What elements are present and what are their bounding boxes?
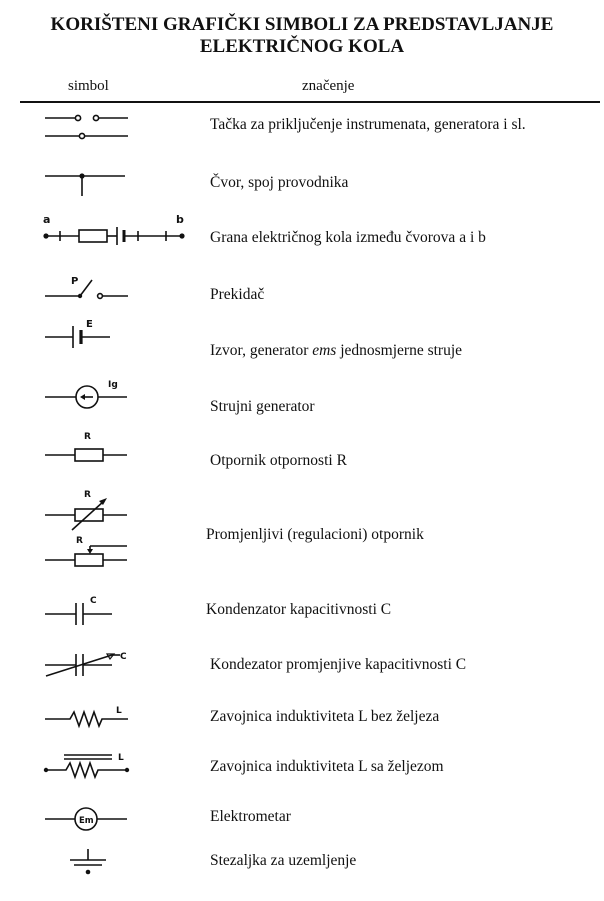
resistor-label: R xyxy=(84,490,91,500)
symbol-row xyxy=(0,698,604,744)
symbol-meaning: Stezaljka za uzemljenje xyxy=(210,852,357,869)
dc-source-icon xyxy=(30,314,140,364)
inductor-label: L xyxy=(118,753,124,763)
iron-core-inductor-icon xyxy=(30,748,140,794)
resistor-icon xyxy=(30,426,140,472)
symbol-meaning: Elektrometar xyxy=(210,808,291,825)
symbol-meaning: Promjenljivi (regulacioni) otpornik xyxy=(206,526,424,543)
symbol-meaning: Grana električnog kola između čvorova a i b xyxy=(210,229,486,246)
node-label-a: a xyxy=(43,213,51,226)
meaning-emphasis: ems xyxy=(312,342,337,359)
capacitor-icon xyxy=(30,590,140,636)
variable-capacitor-icon xyxy=(30,644,140,690)
capacitor-label: C xyxy=(120,652,127,662)
inductor-icon xyxy=(30,698,140,744)
electrometer-icon xyxy=(30,798,140,844)
symbol-row xyxy=(0,590,604,636)
title-line-2: ELEKTRIČNOG KOLA xyxy=(199,36,405,57)
source-label: E xyxy=(86,319,93,330)
symbol-row xyxy=(0,314,604,364)
symbol-row xyxy=(0,210,604,256)
symbol-row xyxy=(0,798,604,844)
meaning-text: jednosmjerne struje xyxy=(336,342,463,359)
node-label-b: b xyxy=(176,213,184,226)
symbol-meaning: Kondenzator kapacitivnosti C xyxy=(206,601,392,618)
circuit-branch-icon xyxy=(30,210,200,256)
symbol-meaning: Prekidač xyxy=(210,286,265,303)
symbol-meaning: Čvor, spoj provodnika xyxy=(210,174,349,191)
switch-icon xyxy=(30,266,140,312)
symbol-meaning: Kondezator promjenjive kapacitivnosti C xyxy=(210,656,467,673)
symbol-row xyxy=(0,370,604,416)
ground-terminal-icon xyxy=(30,844,140,890)
meaning-text: Izvor, generator xyxy=(210,342,313,359)
symbol-row xyxy=(0,106,604,152)
symbol-row xyxy=(0,162,604,208)
symbol-meaning: Strujni generator xyxy=(210,398,315,415)
terminal-points-icon xyxy=(30,106,140,152)
electrometer-label: Em xyxy=(79,816,94,826)
symbol-row xyxy=(0,484,604,580)
page-title xyxy=(0,14,604,58)
resistor-label: R xyxy=(76,536,83,546)
symbol-meaning: Tačka za priključenje instrumenata, generatora i sl. xyxy=(210,116,526,133)
resistor-label: R xyxy=(84,432,91,442)
inductor-label: L xyxy=(116,706,122,716)
variable-resistor-icon xyxy=(30,484,140,580)
symbol-row xyxy=(0,426,604,472)
source-label: Ig xyxy=(108,380,118,390)
symbol-row xyxy=(0,844,604,890)
symbol-meaning: Zavojnica induktiviteta L sa željezom xyxy=(210,758,444,775)
current-source-icon xyxy=(30,370,140,416)
header-divider xyxy=(20,101,600,103)
title-line-1: KORIŠTENI GRAFIČKI SIMBOLI ZA PREDSTAVLJANJE xyxy=(50,14,554,35)
symbol-row xyxy=(0,266,604,312)
column-header-meaning: značenje xyxy=(302,78,355,94)
switch-label: P xyxy=(71,276,79,287)
symbol-meaning: Otpornik otpornosti R xyxy=(210,452,347,469)
column-header-symbol: simbol xyxy=(68,78,109,94)
symbol-meaning: Zavojnica induktiviteta L bez željeza xyxy=(210,708,440,725)
symbol-meaning xyxy=(210,342,462,360)
symbol-row xyxy=(0,748,604,794)
node-junction-icon xyxy=(30,162,140,208)
capacitor-label: C xyxy=(90,596,97,606)
symbol-row xyxy=(0,644,604,690)
